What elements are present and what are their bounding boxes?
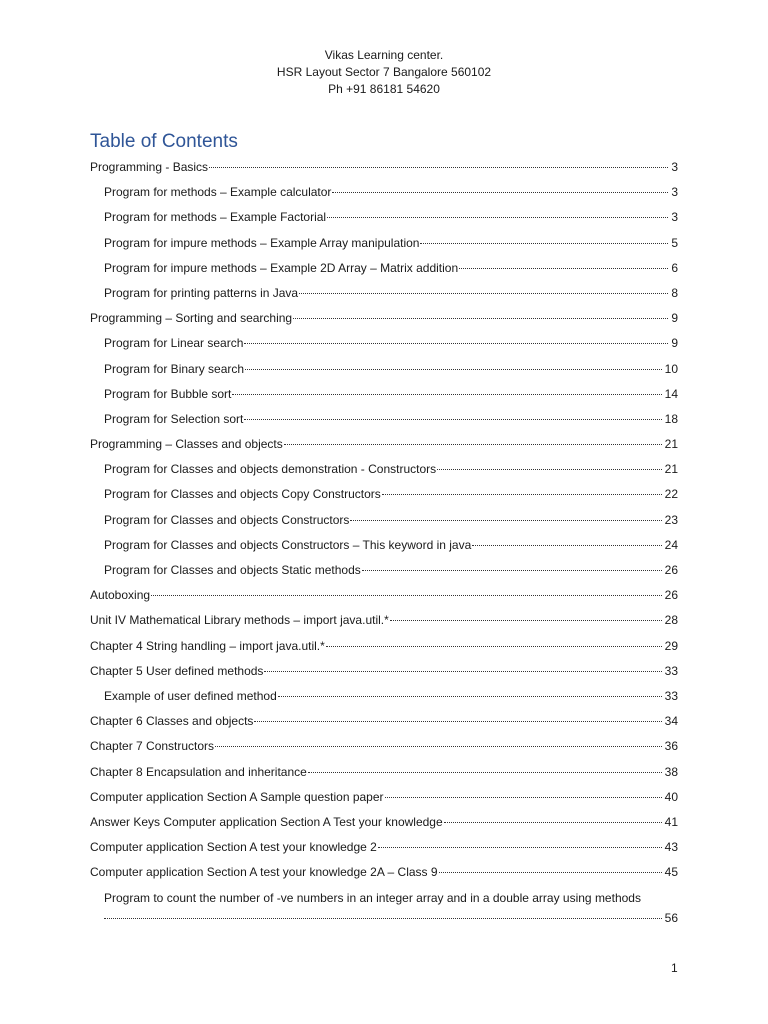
toc-entry-title: Program for impure methods – Example 2D Array – Matrix addition	[104, 260, 459, 275]
toc-entry-page: 6	[671, 260, 678, 275]
toc-entry-page: 21	[664, 462, 678, 477]
toc-entry-title: Program for Classes and objects demonstration - Constructors	[104, 462, 437, 477]
toc-entry[interactable]	[90, 835, 678, 860]
toc-entry[interactable]	[90, 684, 678, 709]
toc-entry[interactable]	[90, 256, 678, 281]
toc-entry[interactable]	[90, 734, 678, 759]
toc-entry[interactable]	[90, 457, 678, 482]
header-phone: Ph +91 86181 54620	[328, 82, 440, 96]
header-address: HSR Layout Sector 7 Bangalore 560102	[276, 65, 492, 79]
toc-entry-page: 45	[664, 865, 678, 880]
toc-entry-title: Chapter 5 User defined methods	[90, 663, 264, 678]
toc-entry-page: 28	[664, 613, 678, 628]
toc-entry-title: Computer application Section A test your knowledge 2A – Class 9	[90, 865, 438, 880]
toc-entry[interactable]	[90, 659, 678, 684]
toc-entry-page: 36	[664, 739, 678, 754]
toc-entry-title: Program for Binary search	[104, 361, 245, 376]
toc-entry-page: 3	[671, 210, 678, 225]
toc-entry-title: Programming - Basics	[90, 160, 209, 174]
toc-entry[interactable]	[90, 785, 678, 810]
toc-entry-title: Example of user defined method	[104, 688, 277, 703]
toc-entry-title: Program to count the number of -ve numbers in an integer array and in a double array using methods	[104, 891, 641, 906]
toc-entry-page: 22	[664, 487, 678, 502]
toc-entry-title: Unit IV Mathematical Library methods – import java.util.*	[90, 613, 389, 628]
toc-entry-title: Program for Linear search	[104, 336, 244, 351]
toc-entry-page: 40	[664, 789, 678, 804]
toc-entry-title: Computer application Section A test your knowledge 2	[90, 840, 377, 855]
toc-entry-title: Chapter 6 Classes and objects	[90, 714, 254, 729]
toc-entry-title: Program for Classes and objects Static methods	[104, 563, 361, 577]
toc-entry-title: Program for Classes and objects Constructors – This keyword in java	[104, 537, 472, 552]
toc-entry-page: 33	[664, 663, 678, 678]
header-org-name: Vikas Learning center.	[324, 48, 444, 62]
toc-entry-title: Program for Classes and objects Constructors	[104, 512, 350, 527]
toc-entry[interactable]	[90, 382, 678, 407]
toc-entry-page: 24	[664, 537, 678, 552]
toc-entry-page: 29	[664, 638, 678, 653]
toc-entry-title: Chapter 8 Encapsulation and inheritance	[90, 764, 307, 779]
toc-entry-page: 56	[664, 911, 678, 926]
toc-entry[interactable]	[90, 709, 678, 734]
toc-entry[interactable]	[90, 231, 678, 256]
toc-entry-page: 23	[664, 512, 678, 527]
table-of-contents	[90, 155, 678, 928]
toc-entry[interactable]	[90, 331, 678, 356]
toc-entry-page: 5	[671, 235, 678, 250]
toc-entry-page: 34	[664, 714, 678, 729]
toc-entry[interactable]	[90, 482, 678, 507]
toc-entry-title: Answer Keys Computer application Section A Test your knowledge	[90, 814, 443, 829]
toc-entry-page: 26	[664, 588, 678, 603]
toc-entry-title: Program for impure methods – Example Array manipulation	[104, 235, 420, 250]
toc-entry-page: 8	[671, 285, 678, 300]
toc-entry-title: Program for Classes and objects Copy Constructors	[104, 487, 381, 502]
toc-entry-title: Program for Bubble sort	[104, 386, 232, 401]
toc-entry-page: 26	[664, 563, 678, 577]
toc-entry-title: Chapter 7 Constructors	[90, 739, 215, 754]
toc-entry-title: Computer application Section A Sample question paper	[90, 789, 384, 804]
toc-entry-page: 18	[664, 411, 678, 426]
toc-entry-page: 41	[664, 814, 678, 829]
toc-entry-page: 43	[664, 840, 678, 855]
toc-entry-page: 9	[671, 336, 678, 351]
toc-entry[interactable]	[90, 760, 678, 785]
toc-entry-title: Chapter 4 String handling – import java.util.*	[90, 638, 325, 653]
toc-entry[interactable]	[90, 205, 678, 230]
toc-entry[interactable]	[90, 155, 678, 180]
toc-entry-page: 38	[664, 764, 678, 779]
toc-entry[interactable]	[90, 180, 678, 205]
toc-entry-page: 14	[664, 386, 678, 401]
toc-entry[interactable]	[90, 432, 678, 457]
page-number: 1	[671, 961, 678, 975]
toc-entry[interactable]	[90, 810, 678, 835]
toc-entry-page: 21	[664, 437, 678, 452]
toc-entry[interactable]	[90, 281, 678, 306]
toc-entry-page: 3	[671, 160, 678, 174]
toc-entry-title: Autoboxing	[90, 588, 151, 603]
toc-entry[interactable]	[90, 306, 678, 331]
toc-entry-title: Programming – Sorting and searching	[90, 311, 293, 326]
toc-entry[interactable]	[90, 888, 678, 928]
toc-entry[interactable]	[90, 608, 678, 633]
toc-entry-page: 9	[671, 311, 678, 326]
toc-title: Table of Contents	[90, 131, 238, 152]
toc-entry-title: Program for printing patterns in Java	[104, 285, 299, 300]
toc-entry-title: Program for Selection sort	[104, 411, 244, 426]
toc-entry[interactable]	[90, 533, 678, 558]
toc-entry[interactable]	[90, 583, 678, 608]
toc-entry-title: Program for methods – Example calculator	[104, 185, 332, 200]
toc-entry[interactable]	[90, 558, 678, 583]
toc-entry[interactable]	[90, 634, 678, 659]
toc-entry-title: Programming – Classes and objects	[90, 437, 283, 452]
toc-entry-page: 33	[664, 688, 678, 703]
document-header	[0, 47, 768, 98]
toc-entry[interactable]	[90, 508, 678, 533]
toc-entry-title: Program for methods – Example Factorial	[104, 210, 327, 225]
toc-entry[interactable]	[90, 860, 678, 885]
toc-entry-page: 3	[671, 185, 678, 200]
toc-entry[interactable]	[90, 407, 678, 432]
toc-entry[interactable]	[90, 357, 678, 382]
toc-entry-page: 10	[664, 361, 678, 376]
